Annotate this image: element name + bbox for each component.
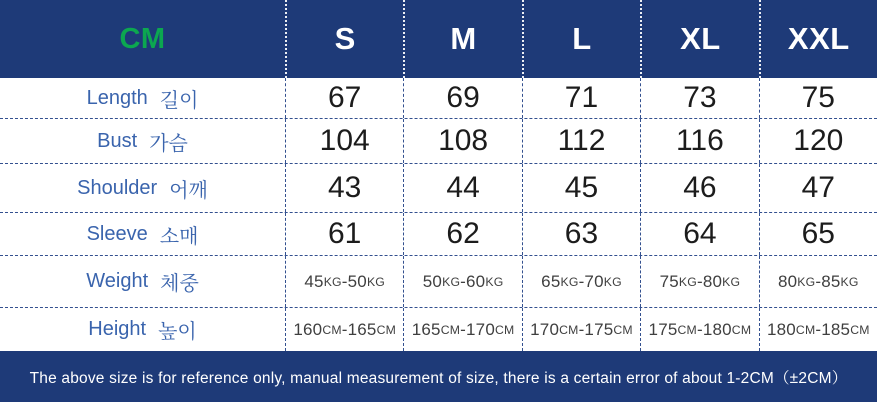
value-cell: 43 [285,164,403,212]
row-label-ko: 높이 [158,321,197,343]
row-label-en: Length [86,86,148,109]
row-label-en: Sleeve [86,222,148,245]
size-header-label: XL [680,21,721,56]
value-cell: 46 [640,164,758,212]
size-chart-header-row [0,0,877,78]
value-cell: 180 CM -185 CM [759,308,877,351]
table-row-length [0,78,877,119]
value-cell: 160 CM -165 CM [285,308,403,351]
table-row-sleeve [0,213,877,256]
row-label [0,308,285,351]
value-cell: 64 [640,213,758,255]
value-cell: 62 [403,213,521,255]
size-header-xl [640,0,758,78]
value-cell: 47 [759,164,877,212]
value-cell: 69 [403,78,521,118]
size-header-label: M [450,21,477,56]
value-cell: 75 [759,78,877,118]
size-header-l [522,0,640,78]
value-cell: 45 [522,164,640,212]
size-header-label: L [572,21,592,56]
size-header-label: XXL [787,21,850,56]
size-header-s [285,0,403,78]
row-label [0,213,285,255]
size-header-xxl [759,0,877,78]
row-label-ko: 가슴 [149,132,188,155]
row-label-ko: 길이 [159,89,199,112]
unit-header-cell [0,0,285,78]
row-label-en: Shoulder [77,176,158,199]
row-label [0,256,285,307]
value-cell: 165 CM -170 CM [403,308,521,351]
row-label [0,164,285,212]
value-cell: 108 [403,119,521,163]
row-label-ko: 어깨 [169,179,208,202]
size-header-m [403,0,521,78]
disclaimer-banner [0,351,877,402]
table-row-shoulder [0,164,877,213]
value-cell: 112 [522,119,640,163]
size-header-label: S [334,21,356,56]
row-label-en: Weight [86,270,149,292]
value-cell: 63 [522,213,640,255]
table-row-height [0,308,877,351]
value-cell: 104 [285,119,403,163]
value-cell: 65 [759,213,877,255]
value-cell: 75 KG -80 KG [640,256,758,307]
value-cell: 175 CM -180 CM [640,308,758,351]
row-label [0,78,285,118]
value-cell: 45 KG -50 KG [285,256,403,307]
table-row-bust [0,119,877,164]
value-cell: 120 [759,119,877,163]
value-cell: 71 [522,78,640,118]
value-cell: 61 [285,213,403,255]
value-cell: 50 KG -60 KG [403,256,521,307]
value-cell: 116 [640,119,758,163]
value-cell: 170 CM -175 CM [522,308,640,351]
row-label-ko: 체중 [160,273,199,295]
value-cell: 73 [640,78,758,118]
value-cell: 80 KG -85 KG [759,256,877,307]
value-cell: 67 [285,78,403,118]
disclaimer-text: The above size is for reference only, manual measurement of size, there is a certain error of about 1-2CM（±2CM） [29,369,848,387]
unit-header-label: CM [119,22,166,55]
table-row-weight [0,256,877,308]
row-label [0,119,285,163]
value-cell: 44 [403,164,521,212]
value-cell: 65 KG -70 KG [522,256,640,307]
row-label-en: Bust [97,129,138,152]
row-label-en: Height [88,318,147,340]
row-label-ko: 소매 [159,225,199,248]
